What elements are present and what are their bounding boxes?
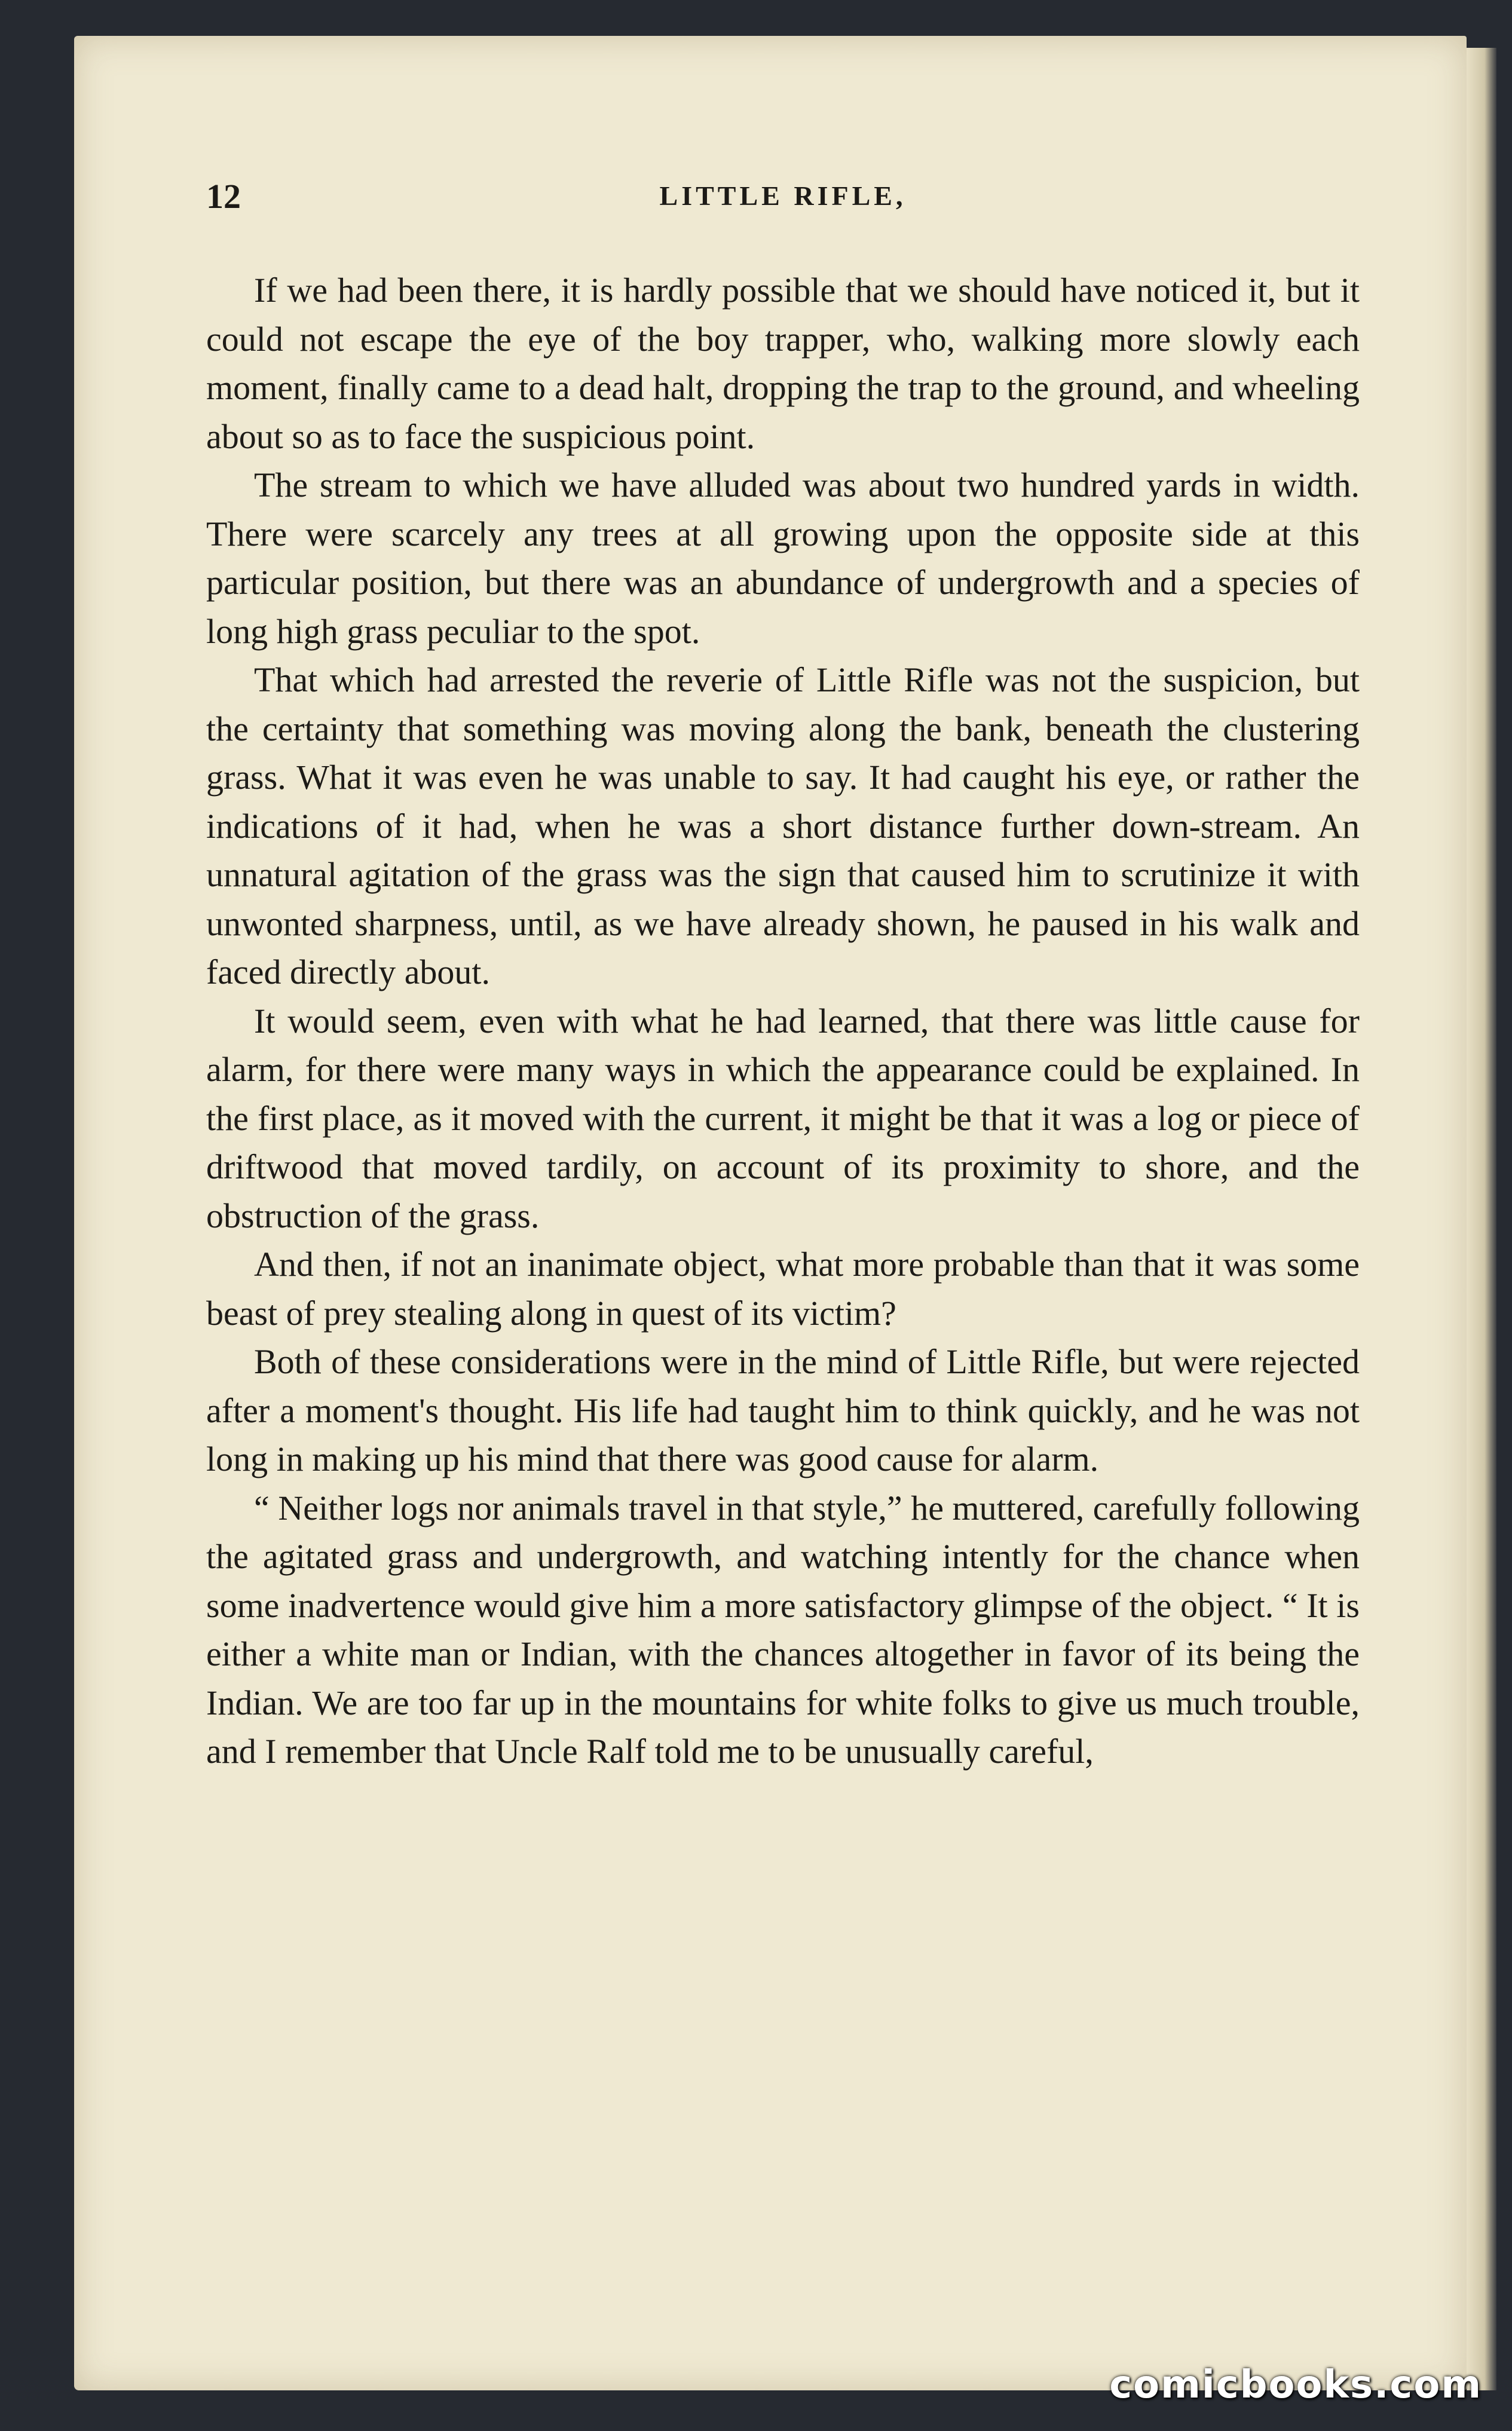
page-header [206, 176, 1360, 218]
paragraph: It would seem, even with what he had learned, that there was little cause for alarm, for there were many ways in which the appearance could be explained. In the first place, as it moved with the current, it might be that it was a log or piece of driftwood that moved tardily, on account of its proximity to shore, and the obstruction of the grass. [206, 1001, 1360, 1235]
paragraph: If we had been there, it is hardly possible that we should have noticed it, but it could not escape the eye of the boy trapper, who, walking more slowly each moment, finally came to a dead halt, dropping the trap to the ground, and wheeling about so as to face the suspicious point. [206, 271, 1360, 456]
page-number: 12 [206, 177, 241, 216]
body-text [206, 266, 1360, 1776]
paragraph: “ Neither logs nor animals travel in that style,” he muttered, carefully following the agitated grass and undergrowth, and watching intently for the chance when some inadvertence would give him a more satisfactory glimpse of the object. “ It is either a white man or Indian, with the chances altogether in favor of its being the Indian. We are too far up in the mountains for white folks to give us much trouble, and I remember that Uncle Ralf told me to be unusually careful, [206, 1488, 1360, 1771]
paragraph: The stream to which we have alluded was about two hundred yards in width. There were scarcely any trees at all growing upon the opposite side at this particular position, but there was an abundance of undergrowth and a species of long high grass peculiar to the spot. [206, 466, 1360, 651]
watermark: comicbooks.com [1109, 2363, 1482, 2407]
paragraph: Both of these considerations were in the mind of Little Rifle, but were rejected after a moment's thought. His life had taught him to think quickly, and he was not long in making up his mind that there was good cause for alarm. [206, 1342, 1360, 1478]
paragraph: And then, if not an inanimate object, what more probable than that it was some beast of prey stealing along in quest of its victim? [206, 1245, 1360, 1333]
running-head: LITTLE RIFLE, [659, 180, 907, 211]
page-edge [1467, 48, 1496, 2390]
paragraph: That which had arrested the reverie of Little Rifle was not the suspicion, but the certainty that something was moving along the bank, beneath the clustering grass. What it was even he was unable to say. It had caught his eye, or rather the indications of it had, when he was a short distance further down-stream. An unnatural agitation of the grass was the sign that caused him to scrutinize it with unwonted sharpness, until, as we have already shown, he paused in his walk and faced directly about. [206, 660, 1360, 991]
